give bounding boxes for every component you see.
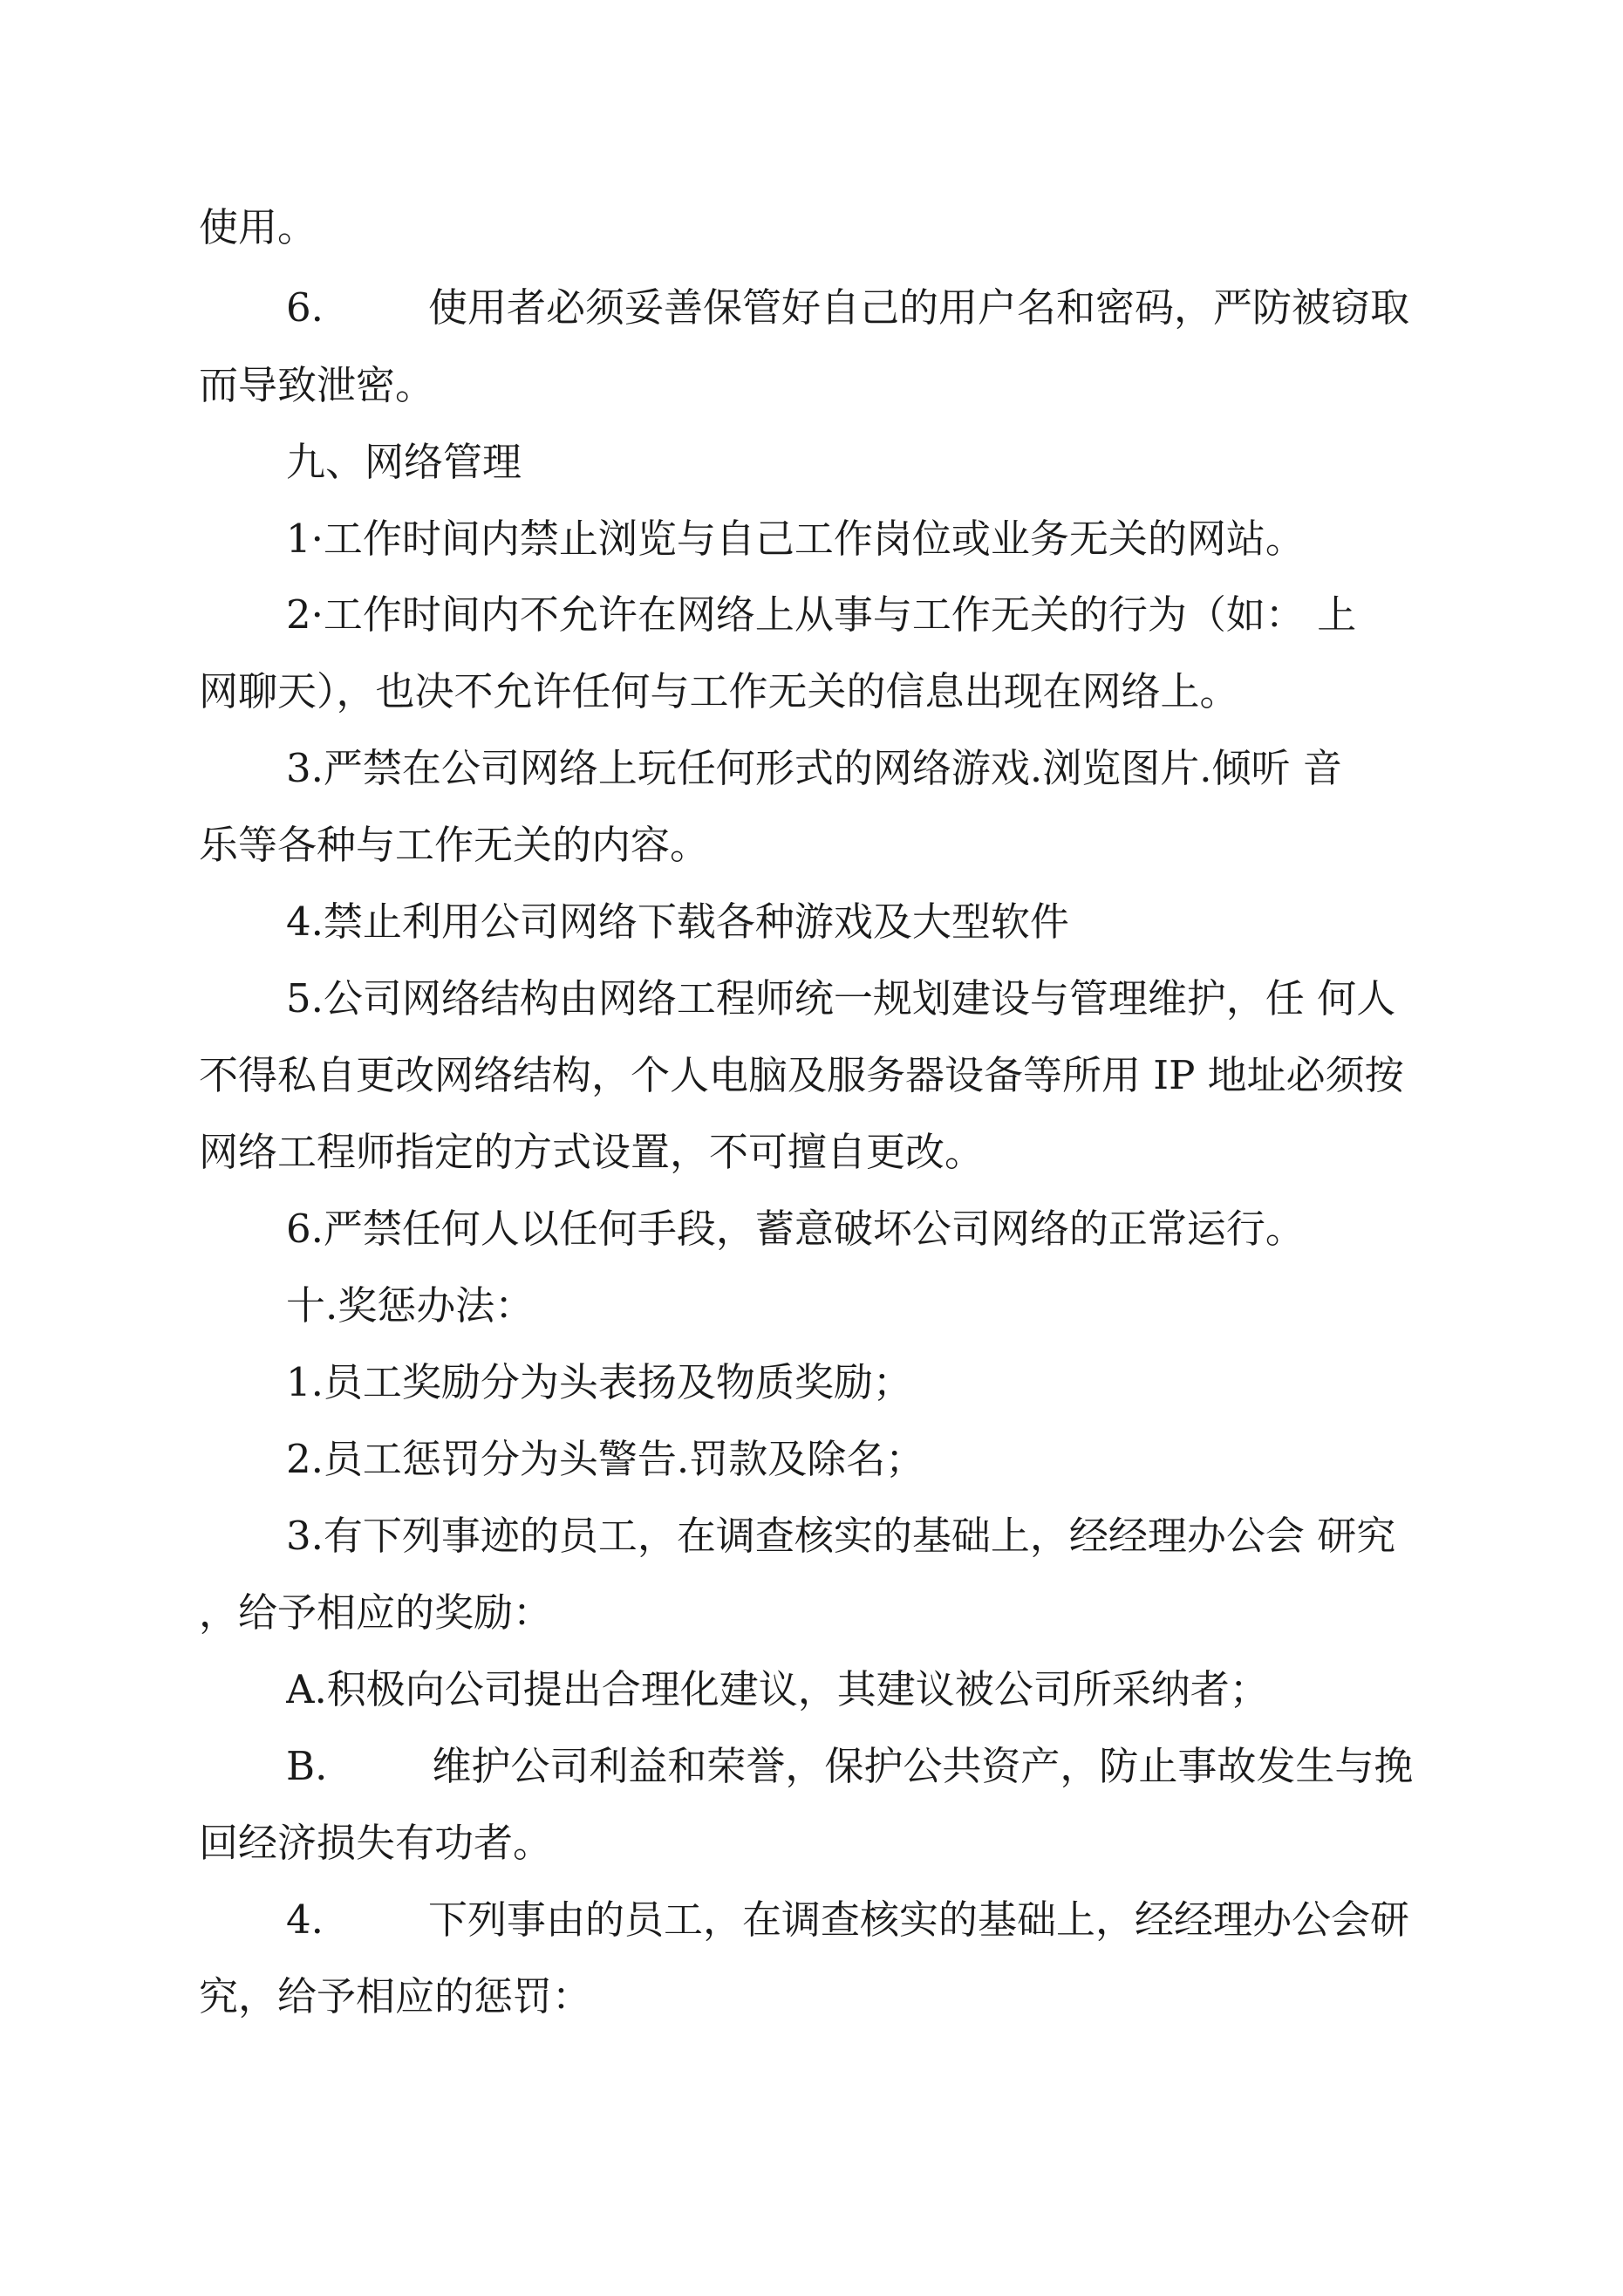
- text-line: 使用。: [199, 204, 317, 250]
- item-number: 4.: [286, 1896, 324, 1943]
- text-line: 3.有下列事迹的员工，在调查核实的基础上，经经理办公会 研究: [286, 1513, 1396, 1559]
- item-number: B.: [286, 1743, 328, 1789]
- text-line: 1.员工奖励分为头表扬及物质奖励；: [286, 1359, 912, 1405]
- text-line: ，给予相应的奖励：: [199, 1589, 553, 1636]
- text-line: 不得私自更改网络结构，个人电脑及服务器设备等所用 IP 地址必须按: [199, 1052, 1404, 1098]
- text-line: [286, 1736, 1455, 1797]
- text-line: 3.严禁在公司网络上玩任何形式的网络游戏.浏览图片.倾听 音: [286, 745, 1342, 791]
- text-line: 回经济损失有功者。: [199, 1820, 553, 1866]
- text-line: 究，给予相应的惩罚：: [199, 1973, 592, 2019]
- section-heading: 九、网络管理: [286, 439, 522, 485]
- item-text: 使用者必须妥善保管好自己的用户名和密码，严防被窃取: [427, 284, 1409, 331]
- text-line: 2.员工惩罚分为头警告.罚款及除名；: [286, 1436, 925, 1482]
- text-line: 网聊天），也决不允许任何与工作无关的信息出现在网络上。: [199, 668, 1239, 714]
- text-line: 5.公司网络结构由网络工程师统一规划建设与管理维护，任 何人: [286, 975, 1396, 1022]
- item-text: 维护公司利益和荣誉，保护公共资产，防止事故发生与挽: [432, 1743, 1414, 1789]
- text-line: A.积极向公司提出合理化建议，其建议被公司所采纳者；: [286, 1666, 1269, 1712]
- text-line: 而导致泄密。: [199, 362, 435, 408]
- text-line: [286, 277, 1455, 338]
- item-text: 下列事由的员工，在调查核实的基础上，经经理办公会研: [427, 1896, 1409, 1943]
- text-line: 2·工作时间内不允许在网络上从事与工作无关的行为（如： 上: [286, 591, 1357, 638]
- text-line: 乐等各种与工作无关的内容。: [199, 822, 710, 868]
- section-heading: 十.奖惩办法：: [286, 1282, 535, 1329]
- text-line: [286, 1889, 1455, 1951]
- item-number: 6.: [286, 284, 324, 331]
- text-line: 网络工程师指定的方式设置，不可擅自更改。: [199, 1129, 985, 1175]
- text-line: 4.禁止利用公司网络下载各种游戏及大型软件: [286, 899, 1069, 945]
- text-line: 1·工作时间内禁止浏览与自己工作岗位或业务无关的网站。: [286, 516, 1305, 562]
- text-line: 6.严禁任何人以任何手段，蓄意破坏公司网络的正常运行。: [286, 1206, 1305, 1252]
